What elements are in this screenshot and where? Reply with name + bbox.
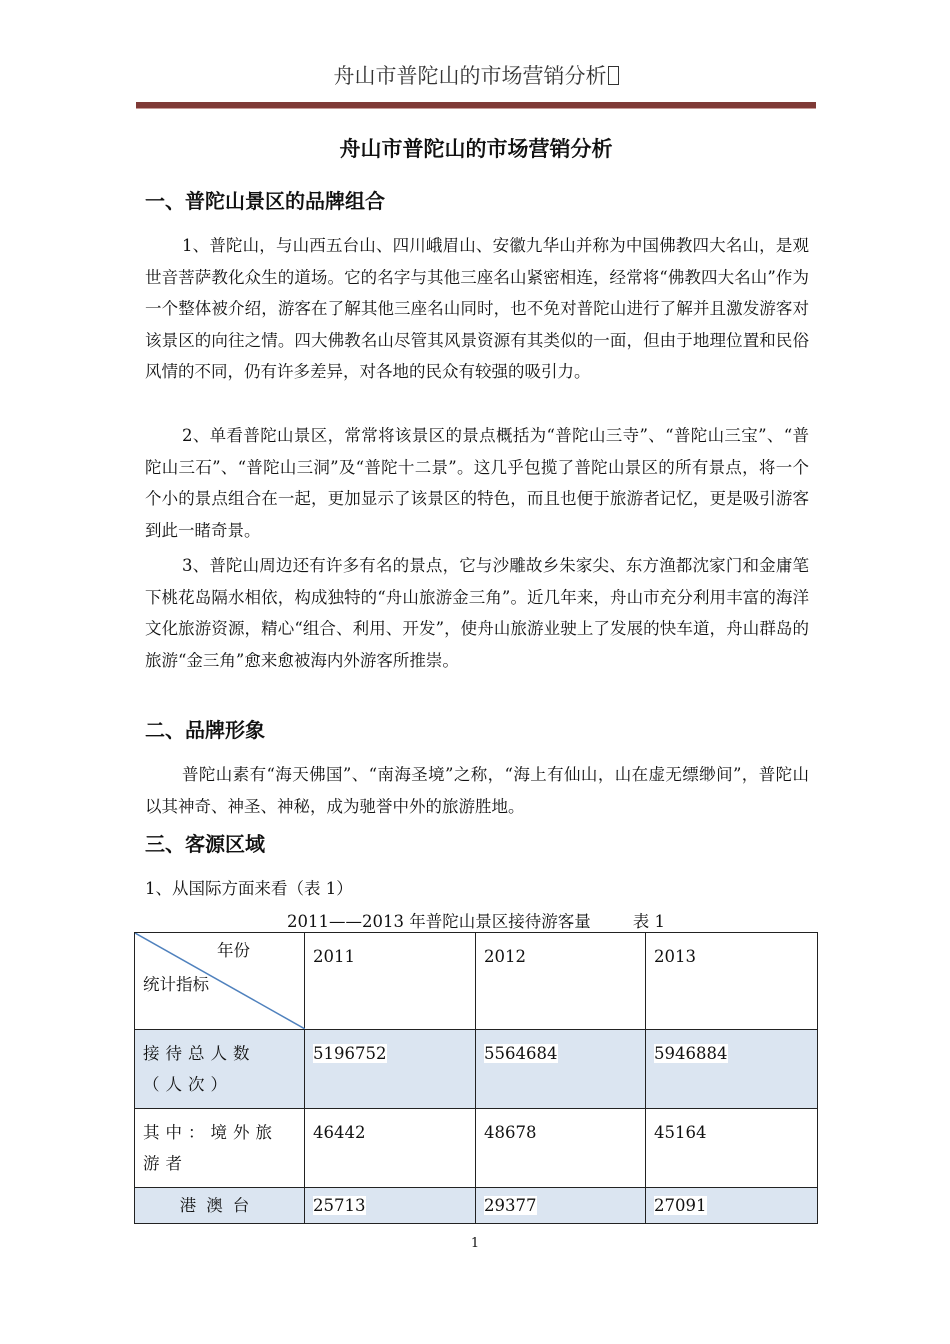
page-header-text: 舟山市普陀山的市场营销分析 bbox=[333, 64, 607, 88]
cell-value: 5946884 bbox=[654, 1044, 728, 1063]
row-label: 港澳台 bbox=[135, 1188, 305, 1224]
cell-value: 5564684 bbox=[484, 1044, 558, 1063]
table-cell: 46442 bbox=[305, 1109, 476, 1188]
table-header-diagonal-cell bbox=[135, 933, 305, 1030]
table-header-year: 2011 bbox=[305, 933, 476, 1030]
header-metric-label: 统计指标 bbox=[143, 975, 209, 994]
page-number: 1 bbox=[470, 1236, 480, 1251]
section-heading-source-regions: 三、客源区域 bbox=[145, 832, 265, 856]
page-header bbox=[136, 60, 816, 90]
section-heading-brand-image: 二、品牌形象 bbox=[145, 718, 265, 742]
row-label: 其中：境外旅游者 bbox=[135, 1109, 305, 1188]
cell-value: 25713 bbox=[313, 1196, 366, 1215]
table-cell: 45164 bbox=[646, 1109, 818, 1188]
table-header-year: 2012 bbox=[476, 933, 646, 1030]
table-row bbox=[135, 1030, 818, 1109]
cell-value: 29377 bbox=[484, 1196, 537, 1215]
table-row bbox=[135, 1109, 818, 1188]
table-cell bbox=[646, 1188, 818, 1224]
paragraph-3: 3、普陀山周边还有许多有名的景点，它与沙雕故乡朱家尖、东方渔都沈家门和金庸笔下桃花岛隔水相依，构成独特的“舟山旅游金三角”。近几年来，舟山市充分利用丰富的海洋文化旅游资源，精心“组合、利用、开发”，使舟山旅游业驶上了发展的快车道，舟山群岛的旅游“金三角”愈来愈被海内外游客所推崇。 bbox=[145, 556, 809, 670]
table-cell bbox=[305, 1188, 476, 1224]
paragraph-4: 普陀山素有“海天佛国”、“南海圣境”之称，“海上有仙山，山在虚无缥缈间”，普陀山以其神奇、神圣、神秘，成为驰誉中外的旅游胜地。 bbox=[145, 765, 809, 816]
table-header-row bbox=[135, 933, 818, 1030]
row-label: 接待总人数（人次） bbox=[135, 1030, 305, 1109]
table-cell bbox=[646, 1030, 818, 1109]
table-row bbox=[135, 1188, 818, 1224]
table-cell bbox=[476, 1030, 646, 1109]
table-cell bbox=[476, 1188, 646, 1224]
table-cell: 48678 bbox=[476, 1109, 646, 1188]
table-cell bbox=[305, 1030, 476, 1109]
paragraph-2: 2、单看普陀山景区，常常将该景区的景点概括为“普陀山三寺”、“普陀山三宝”、“普陀山三石”、“普陀山三洞”及“普陀十二景”。这几乎包揽了普陀山景区的所有景点，将一个个小的景点组合在一起，更加显示了该景区的特色，而且也便于旅游者记忆，更是吸引游客到此一睹奇景。 bbox=[145, 426, 809, 540]
header-year-label: 年份 bbox=[217, 941, 250, 960]
header-rule bbox=[136, 102, 816, 109]
section-heading-brand-combination: 一、普陀山景区的品牌组合 bbox=[145, 189, 385, 213]
document-title: 舟山市普陀山的市场营销分析 bbox=[339, 137, 613, 161]
paragraph-5: 1、从国际方面来看（表 1） bbox=[145, 879, 353, 898]
visitor-table bbox=[134, 932, 818, 1224]
cell-value: 27091 bbox=[654, 1196, 707, 1215]
cell-value: 5196752 bbox=[313, 1044, 387, 1063]
missing-glyph-icon bbox=[608, 66, 619, 85]
table-caption: 2011——2013 年普陀山景区接待游客量 表 1 bbox=[287, 912, 665, 931]
table-header-year: 2013 bbox=[646, 933, 818, 1030]
paragraph-1: 1、普陀山，与山西五台山、四川峨眉山、安徽九华山并称为中国佛教四大名山，是观世音菩萨教化众生的道场。它的名字与其他三座名山紧密相连，经常将“佛教四大名山”作为一个整体被介绍，游客在了解其他三座名山同时，也不免对普陀山进行了解并且激发游客对该景区的向往之情。四大佛教名山尽管其风景资源有其类似的一面，但由于地理位置和民俗风情的不同，仍有许多差异，对各地的民众有较强的吸引力。 bbox=[145, 236, 809, 381]
